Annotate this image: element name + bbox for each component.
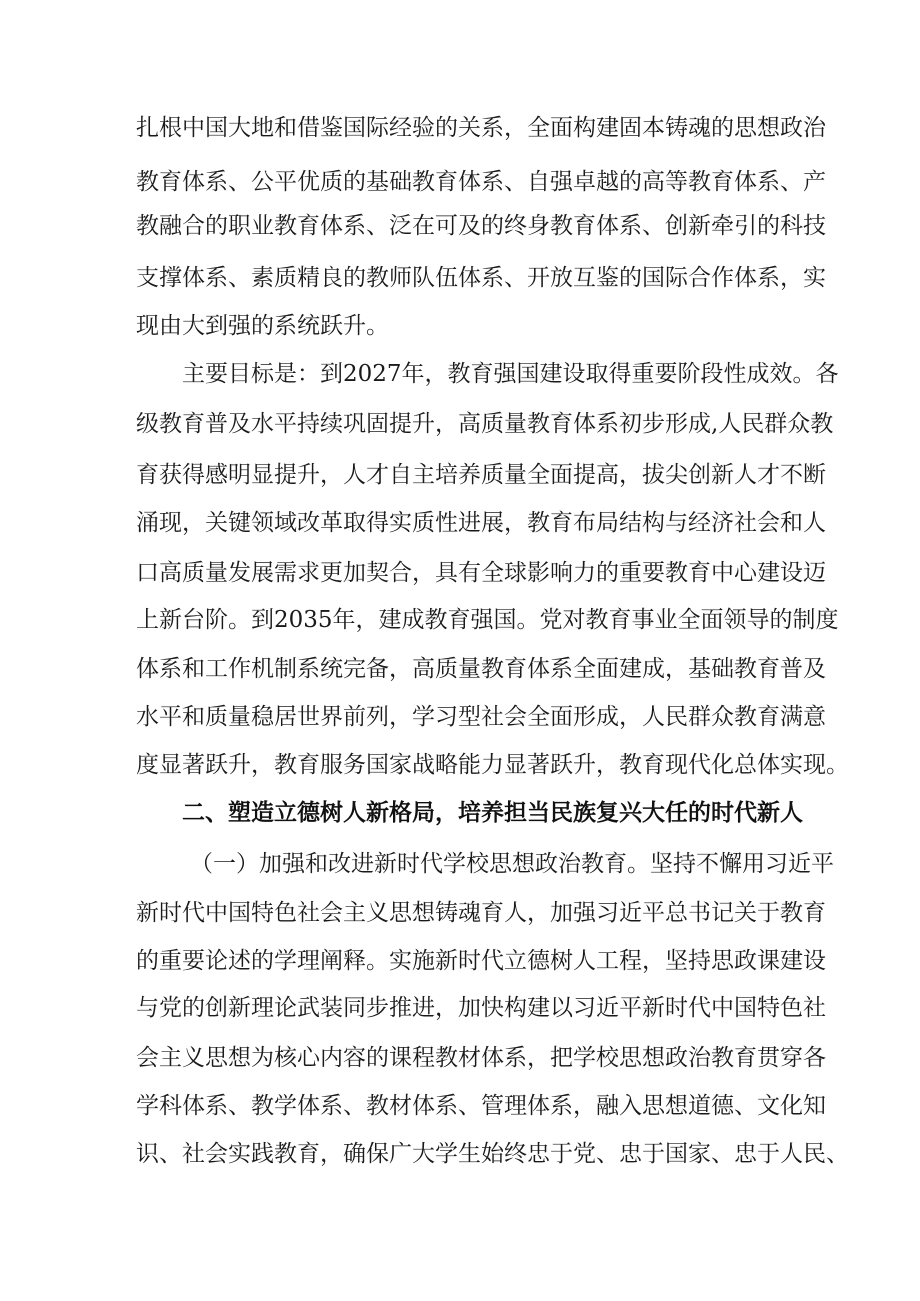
text-line: 体系和工作机制系统完备，高质量教育体系全面建成，基础教育普及 [136, 656, 826, 682]
text-line: 教融合的职业教育体系、泛在可及的终身教育体系、创新牵引的科技 [136, 213, 826, 239]
text-line: 涌现，关键领域改革取得实质性进展，教育布局结构与经济社会和人 [136, 510, 826, 536]
section-heading: 二、塑造立德树人新格局，培养担当民族复兴大任的时代新人 [182, 800, 803, 826]
text-line: 的重要论述的学理阐释。实施新时代立德树人工程，坚持思政课建设 [136, 948, 826, 974]
text-line: 水平和质量稳居世界前列，学习型社会全面形成，人民群众教育满意 [136, 704, 826, 730]
text-line: 新时代中国特色社会主义思想铸魂育人，加强习近平总书记关于教育 [136, 900, 826, 926]
text-line: 扎根中国大地和借鉴国际经验的关系，全面构建固本铸魂的思想政治 [136, 115, 826, 141]
text-line: 度显著跃升，教育服务国家战略能力显著跃升，教育现代化总体实现。 [136, 752, 849, 778]
text-line: 主要目标是：到2027年，教育强国建设取得重要阶段性成效。各 [182, 361, 839, 387]
text-line: 现由大到强的系统跃升。 [136, 313, 389, 339]
text-line: 支撑体系、素质精良的教师队伍体系、开放互鉴的国际合作体系，实 [136, 265, 826, 291]
text-line: 会主义思想为核心内容的课程教材体系，把学校思想政治教育贯穿各 [136, 1045, 826, 1071]
text-line: 与党的创新理论武装同步推进，加快构建以习近平新时代中国特色社 [136, 995, 826, 1021]
text-line: 教育体系、公平优质的基础教育体系、自强卓越的高等教育体系、产 [136, 169, 826, 195]
text-line: 级教育普及水平持续巩固提升，高质量教育体系初步形成,人民群众教 [136, 411, 834, 437]
text-line: 识、社会实践教育，确保广大学生始终忠于党、忠于国家、忠于人民、 [136, 1141, 849, 1167]
text-line: 育获得感明显提升，人才自主培养质量全面提高，拔尖创新人才不断 [136, 462, 826, 488]
text-line: 上新台阶。到2035年，建成教育强国。党对教育事业全面领导的制度 [136, 607, 839, 633]
text-line: 口高质量发展需求更加契合，具有全球影响力的重要教育中心建设迈 [136, 560, 826, 586]
text-line: （一）加强和改进新时代学校思想政治教育。坚持不懈用习近平 [190, 851, 834, 877]
text-line: 学科体系、教学体系、教材体系、管理体系，融入思想道德、文化知 [136, 1093, 826, 1119]
